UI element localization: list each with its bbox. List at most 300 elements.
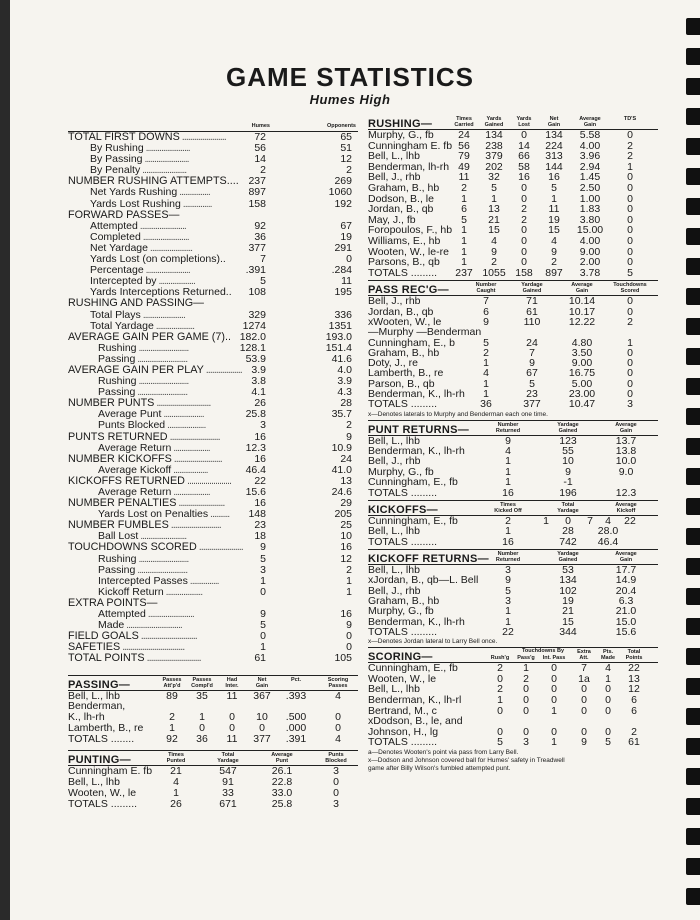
leader-dots: ...................... xyxy=(184,474,231,487)
stat-label-text: Yards Lost on Penalties xyxy=(98,508,209,521)
stat-opponents: 269 xyxy=(334,175,352,188)
pass-receiving-value: 4.80 xyxy=(571,336,593,349)
kickoffs-value: 0 xyxy=(565,514,571,527)
pass-receiving-player: Cunningham, E., b xyxy=(368,336,455,349)
kickoff-returns-player: Bell, J., rhb xyxy=(368,584,421,597)
rushing-value: 3.78 xyxy=(579,266,601,279)
stat-label-text: SAFETIES xyxy=(68,641,121,654)
pass-receiving-value: 0 xyxy=(627,295,633,308)
stat-opponents: 10 xyxy=(340,530,352,543)
leader-dots: ....................... xyxy=(143,264,190,277)
binder-ring xyxy=(686,228,700,245)
scoring-value: 1 xyxy=(551,704,557,717)
pass-receiving-player: Doty, J., re xyxy=(368,357,418,370)
passing-value: 36 xyxy=(196,732,208,745)
stat-humes: 329 xyxy=(248,308,266,321)
punting-value: 22.8 xyxy=(271,776,293,789)
pass-receiving-column-header: Touchdowns Scored xyxy=(613,282,647,295)
stat-label-text: NUMBER PENALTIES xyxy=(68,497,177,510)
rushing-value: 4 xyxy=(551,234,557,247)
punting-player: Wooten, W., le xyxy=(68,787,137,800)
scoring-group-header: Touchdowns By xyxy=(521,648,565,655)
leader-dots: ........................... xyxy=(154,397,211,410)
passing-column-header: Pct. xyxy=(290,676,302,683)
scoring-column-header: Pts. Made xyxy=(600,649,616,662)
scoring-value: 0 xyxy=(497,704,503,717)
leader-dots: .......................... xyxy=(136,375,189,388)
leader-dots: .......................... xyxy=(135,386,188,399)
right-column xyxy=(368,113,658,772)
scoring-column-header: Extra Att. xyxy=(577,649,591,662)
leader-dots: .................... xyxy=(153,319,195,332)
punt-returns-player: Benderman, K., lh-rh xyxy=(368,444,465,457)
stat-humes: 3 xyxy=(260,563,266,576)
rushing-column-header: Net Gain xyxy=(547,116,561,128)
punting-value: 0 xyxy=(333,787,339,800)
punt-returns-value: 55 xyxy=(562,444,574,457)
rushing-value: 0 xyxy=(627,203,633,216)
kickoff-returns-column-header: Number Returned xyxy=(495,551,521,564)
punt-returns-value: 4 xyxy=(505,444,511,457)
binder-ring xyxy=(686,738,700,755)
rushing-player: Williams, E., hb xyxy=(368,234,441,247)
stat-humes: 46.4 xyxy=(245,463,266,476)
stat-opponents: 2 xyxy=(346,164,352,177)
pass-receiving-value: 3 xyxy=(627,398,633,411)
rushing-value: 5 xyxy=(461,213,467,226)
stat-label-text: Ball Lost xyxy=(98,530,139,543)
rushing-value: 5.58 xyxy=(579,129,601,141)
leader-dots: ................... xyxy=(163,585,203,598)
leader-dots: ....................... xyxy=(176,497,225,510)
scoring-value: 2 xyxy=(631,725,637,738)
rushing-value: 2 xyxy=(551,256,557,269)
pass-receiving-value: 9 xyxy=(529,357,535,370)
rushing-column-header: Yards Lost xyxy=(516,116,532,128)
rushing-player: Parsons, B., qb xyxy=(368,256,440,269)
stat-label-text: Passing xyxy=(98,563,136,576)
stat-label-text: Rushing xyxy=(98,552,137,565)
kickoff-returns-value: 6.3 xyxy=(618,594,634,607)
leader-dots: ............................... xyxy=(120,641,185,654)
scoring-player: Benderman, K., lh-rl xyxy=(368,693,462,706)
rushing-value: 1 xyxy=(461,256,467,269)
stat-opponents: 1 xyxy=(346,585,352,598)
rushing-value: 0 xyxy=(627,256,633,269)
rushing-player: Foropoulos, F., hb xyxy=(368,224,453,237)
team-stat-row xyxy=(68,653,358,664)
rushing-value: 0 xyxy=(627,171,633,184)
pass-receiving-value: 0 xyxy=(627,305,633,318)
passing-player: Lamberth, B., re xyxy=(68,721,144,734)
stat-label-text: Rushing xyxy=(98,375,137,388)
scoring-value: 13 xyxy=(628,672,640,685)
kickoff-returns-player: xJordan, B., qb—L. Bell xyxy=(368,574,479,587)
binder-ring xyxy=(686,528,700,545)
stat-label-text: Attempted xyxy=(98,608,146,621)
binder-ring xyxy=(686,288,700,305)
rushing-value: 15 xyxy=(488,224,500,237)
binder-ring xyxy=(686,858,700,875)
kickoff-returns-value: 15.0 xyxy=(615,615,637,628)
stat-humes: 897 xyxy=(248,186,266,199)
kickoff-returns-value: 9 xyxy=(505,574,511,587)
binder-ring xyxy=(686,798,700,815)
scoring-note: x—Dodson and Johnson covered ball for Humes' safety in Treadwell xyxy=(368,756,565,764)
stat-opponents: 25 xyxy=(340,519,352,532)
rushing-value: 0 xyxy=(627,181,633,194)
rushing-player: Graham, B., hb xyxy=(368,181,440,194)
pass-receiving-player: Bell, J., rhb xyxy=(368,295,421,308)
stat-humes: 23 xyxy=(254,519,266,532)
kickoff-returns-title: KICKOFF RETURNS— xyxy=(368,553,489,566)
kickoff-returns-section xyxy=(368,549,658,645)
rushing-player: Jordan, B., qb xyxy=(368,203,434,216)
stat-label-text: Average Return xyxy=(98,486,172,498)
stat-opponents: 9 xyxy=(346,619,352,632)
scoring-value: 0 xyxy=(523,683,529,696)
kickoff-returns-player: Murphy, G., fb xyxy=(368,605,434,618)
stat-humes: 9 xyxy=(260,608,266,621)
kickoff-returns-value: 20.4 xyxy=(615,584,637,597)
scoring-column-header: Rush'g xyxy=(490,655,510,662)
rushing-value: 224 xyxy=(545,139,563,152)
binder-ring xyxy=(686,558,700,575)
pass-receiving-value: 24 xyxy=(526,336,538,349)
stat-humes: 26 xyxy=(254,397,266,410)
pass-receiving-value: 5 xyxy=(529,377,535,390)
punt-returns-value: 9.0 xyxy=(618,465,634,478)
stat-opponents: 16 xyxy=(340,608,352,621)
rushing-value: 9 xyxy=(551,245,557,258)
scoring-value: 6 xyxy=(631,704,637,717)
passing-value: 4 xyxy=(335,732,341,745)
scoring-value: 0 xyxy=(551,725,557,738)
binder-ring xyxy=(686,768,700,785)
passing-player: K., lh-rh xyxy=(68,711,105,724)
pass-receiving-value: 4 xyxy=(483,367,489,380)
leader-dots: ........................ xyxy=(138,530,187,543)
rushing-value: 238 xyxy=(485,139,503,152)
rushing-value: 1 xyxy=(461,234,467,247)
leader-dots: ................... xyxy=(156,275,195,288)
stat-humes: 1 xyxy=(260,574,266,587)
binder-ring xyxy=(686,708,700,725)
rushing-value: 2.00 xyxy=(579,256,601,269)
rushing-value: 0 xyxy=(627,245,633,258)
stat-label-text: TOTAL POINTS xyxy=(68,652,145,665)
rushing-value: 134 xyxy=(545,129,563,141)
pass-receiving-value: 10.17 xyxy=(568,305,596,318)
kickoff-returns-value: 1 xyxy=(505,615,511,628)
punting-column-header: Average Punt xyxy=(271,752,293,765)
rushing-value: 5 xyxy=(491,181,497,194)
stat-opponents: 12 xyxy=(340,552,352,565)
rushing-value: 15 xyxy=(548,224,560,237)
kickoffs-value: 46.4 xyxy=(597,535,619,548)
passing-value: 2 xyxy=(169,711,175,724)
kickoff-returns-value: 3 xyxy=(505,594,511,607)
kickoff-returns-value: 3 xyxy=(505,564,511,577)
kickoffs-title: KICKOFFS— xyxy=(368,503,438,516)
binder-ring xyxy=(686,408,700,425)
leader-dots: ........................ xyxy=(171,452,222,465)
pass-receiving-section xyxy=(368,280,658,417)
stat-label-text: Average Return xyxy=(98,441,172,454)
passing-section xyxy=(68,675,358,745)
rushing-player: Benderman, lh-rh xyxy=(368,160,450,173)
rushing-value: 144 xyxy=(545,160,563,173)
punting-value: 3 xyxy=(333,765,339,778)
scoring-row xyxy=(368,737,658,748)
stat-humes: 9 xyxy=(260,541,266,554)
stat-humes: 56 xyxy=(254,142,266,155)
rushing-value: 19 xyxy=(548,213,560,226)
leader-dots: ........................... xyxy=(144,652,201,665)
passing-value: 0 xyxy=(199,721,205,734)
scoring-value: 1 xyxy=(551,736,557,749)
stat-humes: 3.8 xyxy=(251,375,266,388)
stat-humes: 7 xyxy=(260,253,266,266)
rushing-player: May, J., fb xyxy=(368,213,416,226)
stat-label-text: AVERAGE GAIN PER PLAY xyxy=(68,363,204,376)
stat-label-text: Total Plays xyxy=(90,308,141,321)
leader-dots: ............................ xyxy=(138,630,197,643)
punt-returns-title: PUNT RETURNS— xyxy=(368,423,470,436)
pass-receiving-player: Parson, B., qb xyxy=(368,377,435,390)
scoring-column-header: Total Points xyxy=(625,649,643,662)
stat-opponents: 1 xyxy=(346,574,352,587)
stat-opponents: 19 xyxy=(340,230,352,243)
leader-dots: ....................... xyxy=(140,164,187,177)
stat-opponents: 3.9 xyxy=(337,375,352,388)
passing-value: 10 xyxy=(256,711,268,724)
passing-row xyxy=(68,734,358,745)
stat-label xyxy=(68,653,201,664)
stat-opponents: 0 xyxy=(346,253,352,266)
punting-value: 547 xyxy=(219,765,237,778)
pass-receiving-value: 377 xyxy=(523,398,541,411)
stat-label-text: Punts Blocked xyxy=(98,419,166,432)
stat-label-text: Yards Lost (on completions).. xyxy=(90,253,226,266)
team-stats-header xyxy=(68,118,358,132)
stat-humes: 0 xyxy=(260,585,266,598)
binder-ring xyxy=(686,498,700,515)
stat-humes: 72 xyxy=(254,131,266,143)
scoring-value: 6 xyxy=(631,693,637,706)
scoring-value: 0 xyxy=(581,693,587,706)
pass-receiving-row xyxy=(368,399,658,409)
kickoffs-player: TOTALS ......... xyxy=(368,535,438,548)
pass-receiving-value: 67 xyxy=(526,367,538,380)
punt-returns-value: 16 xyxy=(502,486,514,499)
punt-returns-value: 10.0 xyxy=(615,455,637,468)
rushing-value: 16 xyxy=(548,171,560,184)
stat-opponents: 9 xyxy=(346,430,352,443)
punting-value: 671 xyxy=(219,797,237,810)
punt-returns-value: 13.7 xyxy=(615,434,637,447)
punt-returns-value: 10 xyxy=(562,455,574,468)
stat-opponents: 205 xyxy=(334,508,352,521)
rushing-value: 2 xyxy=(627,139,633,152)
pass-receiving-value: 71 xyxy=(526,295,538,308)
leader-dots: .................... xyxy=(165,419,206,432)
stat-label-text: Kickoff Return xyxy=(98,585,164,598)
pass-receiving-value: 110 xyxy=(523,315,541,328)
leader-dots: ....................... xyxy=(143,142,190,155)
leader-dots: .......... xyxy=(208,508,230,521)
rushing-column-header: Times Carried xyxy=(454,116,474,128)
passing-row xyxy=(68,701,358,712)
rushing-title: RUSHING— xyxy=(368,118,433,130)
rushing-value: 9 xyxy=(491,245,497,258)
rushing-value: 1.00 xyxy=(579,192,601,205)
leader-dots: ...................... xyxy=(179,131,226,143)
kickoff-returns-value: 21.0 xyxy=(615,605,637,618)
rushing-value: 0 xyxy=(627,129,633,141)
scoring-note: a—Denotes Wooten's point via pass from Larry Bell. xyxy=(368,748,519,756)
kickoff-returns-value: 344 xyxy=(559,625,577,638)
scoring-value: 0 xyxy=(497,672,503,685)
rushing-column-header: Yards Gained xyxy=(484,116,504,128)
rushing-value: 1.83 xyxy=(579,203,601,216)
passing-value: .000 xyxy=(285,721,307,734)
punting-value: 26 xyxy=(170,797,182,810)
kickoff-returns-value: 134 xyxy=(559,574,577,587)
punting-header xyxy=(68,751,358,766)
rushing-value: 24 xyxy=(458,129,470,141)
pass-receiving-value: 12.22 xyxy=(568,315,596,328)
pass-receiving-value: 5.00 xyxy=(571,377,593,390)
kickoffs-header xyxy=(368,501,658,516)
kickoff-returns-player: Bell, L., lhb xyxy=(368,564,420,577)
passing-value: .391 xyxy=(285,732,307,745)
stat-humes: .391 xyxy=(245,264,266,277)
kickoff-returns-player: Benderman, K., lh-rh xyxy=(368,615,465,628)
scoring-value: 9 xyxy=(581,736,587,749)
page-subtitle: Humes High xyxy=(309,92,391,107)
passing-value: .393 xyxy=(285,689,307,702)
punt-returns-player: Cunningham, E., fb xyxy=(368,476,458,489)
leader-dots: ........................ xyxy=(145,608,194,621)
passing-column-header: Passes Compl'd xyxy=(191,676,213,689)
punt-returns-row xyxy=(368,488,658,498)
kickoff-returns-value: 15.6 xyxy=(615,625,637,638)
rushing-value: 13 xyxy=(488,203,500,216)
leader-dots: .................. xyxy=(171,463,208,476)
leader-dots: ............... xyxy=(180,197,212,210)
stat-label-text: Intercepted Passes xyxy=(98,574,188,587)
rushing-player: Cunningham E. fb xyxy=(368,139,453,152)
scoring-value: 0 xyxy=(523,704,529,717)
stat-label-text: Yards Lost Rushing xyxy=(90,197,181,210)
stat-opponents: 2 xyxy=(346,419,352,432)
stat-opponents: 0 xyxy=(346,630,352,643)
stat-label-text: Average Kickoff xyxy=(98,463,172,476)
punting-value: 21 xyxy=(170,765,182,778)
pass-receiving-value: 61 xyxy=(526,305,538,318)
scoring-value: 1a xyxy=(578,672,590,685)
rushing-value: 2 xyxy=(521,213,527,226)
scoring-title: SCORING— xyxy=(368,651,433,664)
rushing-value: 237 xyxy=(455,266,473,279)
stat-label-text: Intercepted by xyxy=(90,275,157,288)
stat-opponents: 24.6 xyxy=(331,486,352,498)
rushing-value: 158 xyxy=(515,266,533,279)
kickoffs-value: 1 xyxy=(505,525,511,538)
stat-opponents: 2 xyxy=(346,563,352,576)
rushing-value: 2 xyxy=(627,150,633,163)
stat-label-text: Percentage xyxy=(90,264,144,277)
punt-returns-column-header: Yardage Gained xyxy=(557,421,579,434)
scoring-player: Bertrand, M., c xyxy=(368,704,437,717)
rushing-value: 0 xyxy=(521,224,527,237)
rushing-value: 202 xyxy=(485,160,503,173)
leader-dots: ...................... xyxy=(140,308,185,321)
kickoff-returns-player: TOTALS ......... xyxy=(368,625,438,638)
stat-opponents: 67 xyxy=(340,219,352,232)
leader-dots: ....................... xyxy=(142,153,189,166)
passing-value: 377 xyxy=(253,732,271,745)
stat-label-text: Rushing xyxy=(98,341,137,354)
punting-column-header: Total Yardage xyxy=(217,752,239,765)
pass-receiving-row xyxy=(368,327,658,337)
kickoffs-column-header: Average Kickoff xyxy=(615,501,637,514)
punt-returns-column-header: Number Returned xyxy=(495,421,521,434)
punting-player: Cunningham E. fb xyxy=(68,765,153,778)
stat-opponents: 13 xyxy=(340,474,352,487)
stat-opponents: 193.0 xyxy=(325,330,352,343)
rushing-value: 0 xyxy=(627,234,633,247)
kickoffs-player: Bell, L., lhb xyxy=(368,525,420,538)
binder-ring xyxy=(686,168,700,185)
stat-opponents: 4.0 xyxy=(337,363,352,376)
scoring-player: Bell, L., lhb xyxy=(368,683,420,696)
header-opponents: Opponents xyxy=(326,123,356,129)
rushing-value: 5 xyxy=(627,266,633,279)
scoring-value: 0 xyxy=(551,672,557,685)
pass-receiving-value: 1 xyxy=(483,387,489,400)
scoring-player: TOTALS ......... xyxy=(368,736,438,749)
kickoff-returns-value: 15 xyxy=(562,615,574,628)
stat-humes: 5 xyxy=(260,275,266,288)
stat-label-text: Completed xyxy=(90,230,141,243)
scoring-value: 7 xyxy=(581,662,587,675)
scoring-value: 0 xyxy=(551,662,557,675)
stat-humes: 15.6 xyxy=(245,486,266,498)
kickoff-returns-player: Graham, B., hb xyxy=(368,594,440,607)
scoring-value: 0 xyxy=(523,725,529,738)
rushing-value: 21 xyxy=(488,213,500,226)
pass-receiving-player: xWooten, W., le xyxy=(368,315,442,328)
leader-dots: .......................... xyxy=(136,552,189,565)
punt-returns-value: 1 xyxy=(505,465,511,478)
binder-ring xyxy=(686,258,700,275)
rushing-value: 58 xyxy=(518,160,530,173)
stat-humes: 108 xyxy=(248,286,266,299)
punt-returns-player: TOTALS ......... xyxy=(368,486,438,499)
rushing-value: 379 xyxy=(485,150,503,163)
passing-value: .500 xyxy=(285,711,307,724)
punt-returns-value: 196 xyxy=(559,486,577,499)
rushing-value: 0 xyxy=(627,224,633,237)
stat-humes: 16 xyxy=(254,430,266,443)
rushing-value: 1.45 xyxy=(579,171,601,184)
scoring-note: game after Billy Wilson's fumbled attempted punt. xyxy=(368,764,511,772)
pass-receiving-value: 10.14 xyxy=(568,295,596,308)
stat-humes: 16 xyxy=(254,452,266,465)
scoring-value: 2 xyxy=(497,662,503,675)
